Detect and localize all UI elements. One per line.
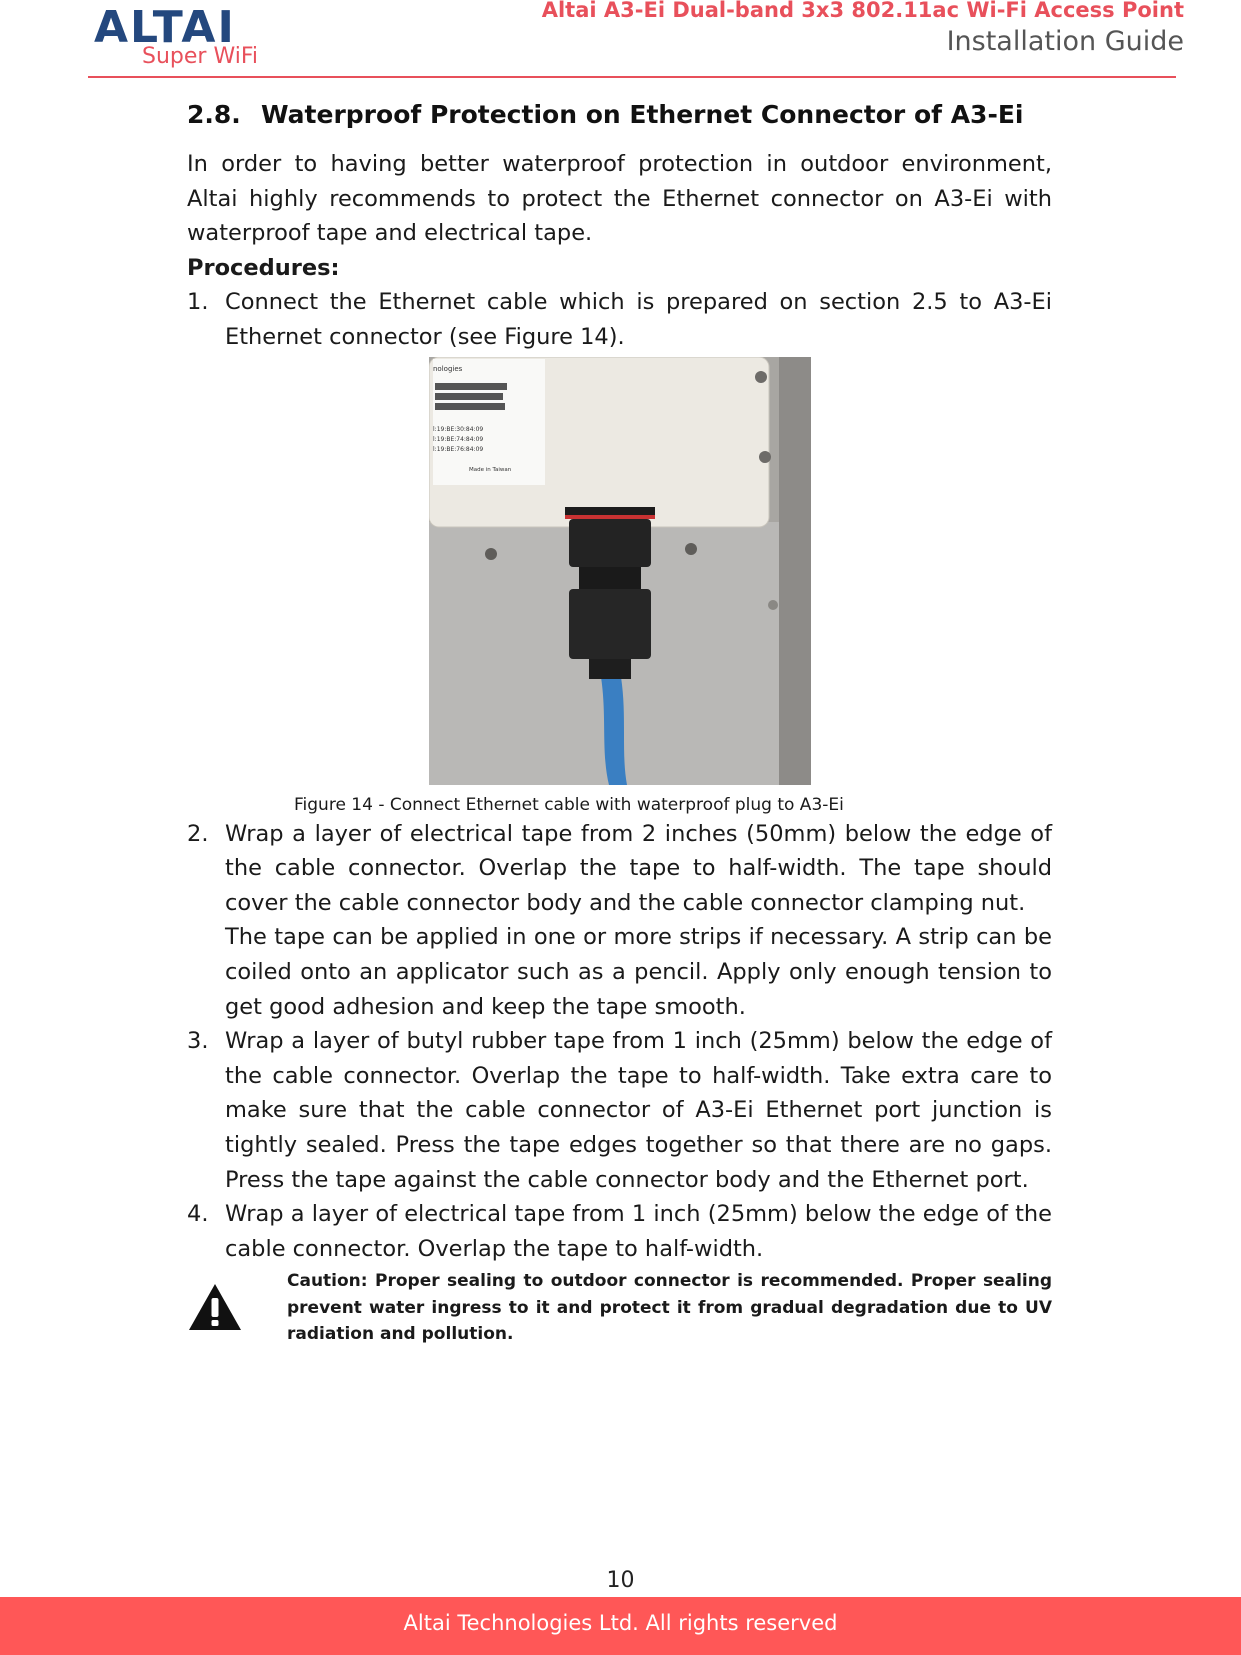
altai-logo [92, 4, 324, 70]
connector-seal-ring [565, 515, 655, 519]
connector-neck [579, 567, 641, 589]
mounting-screw [768, 600, 778, 610]
label-text: l:19:BE:76:84:09 [433, 445, 484, 453]
section-heading [187, 95, 1052, 135]
barcode [435, 383, 507, 390]
connector-body [569, 519, 651, 567]
label-text: Made in Taiwan [469, 466, 512, 473]
mounting-screw [759, 451, 771, 463]
barcode [435, 393, 503, 400]
document-subtitle: Installation Guide [946, 26, 1184, 57]
logo-wordmark: ALTAI [94, 4, 236, 53]
mounting-screw [485, 548, 497, 560]
figure-caption: Figure 14 - Connect Ethernet cable with waterproof plug to A3-Ei [294, 794, 844, 815]
procedures-label: Procedures: [187, 254, 340, 281]
procedure-step [187, 817, 1052, 1025]
header-divider [88, 76, 1176, 78]
step-text: Wrap a layer of electrical tape from 1 inch (25mm) below the edge of the cable connector. Overlap the tape to half-width. [225, 1201, 1052, 1262]
step-number: 1. [187, 289, 209, 316]
caution-note [187, 1268, 1052, 1348]
label-text: l:19:BE:74:84:09 [433, 435, 484, 443]
section-number: 2.8. [187, 100, 241, 129]
barcode [435, 403, 505, 410]
step-text: Wrap a layer of electrical tape from 2 inches (50mm) below the edge of the cable connector. Overlap the tape to half-width. The tape should cover the cable connector body and the cable connector clamping nut. [225, 820, 1052, 916]
step-text: Wrap a layer of butyl rubber tape from 1 inch (25mm) below the edge of the cable connector. Overlap the tape to half-width. Take extra care to make sure that the cable connector of A3-Ei Ethernet port junction is tightly sealed. Press the tape edges together so that there are no gaps. Press the tape against the cable connector body and the Ethernet port. [225, 1028, 1052, 1193]
procedure-step [187, 285, 1052, 354]
caution-text: Caution: Proper sealing to outdoor connector is recommended. Proper sealing prevent water ingress to it and protect it from gradual degradation due to UV radiation and pollution. [287, 1271, 1052, 1345]
section-title: Waterproof Protection on Ethernet Connector of A3-Ei [261, 100, 1024, 129]
connector-tail [589, 659, 631, 679]
step-number: 4. [187, 1201, 209, 1228]
label-text: l:19:BE:30:84:09 [433, 425, 484, 433]
figure-14-photo [429, 357, 811, 785]
document-title: Altai A3-Ei Dual-band 3x3 802.11ac Wi-Fi Access Point [541, 0, 1184, 22]
step-note: The tape can be applied in one or more strips if necessary. A strip can be coiled onto an applicator such as a pencil. Apply only enough tension to get good adhesion and keep the tape smooth. [225, 924, 1052, 1020]
step-number: 2. [187, 820, 209, 847]
intro-paragraph: In order to having better waterproof protection in outdoor environment, Altai highly recommends to protect the Ethernet connector on A3-Ei with waterproof tape and electrical tape. [187, 151, 1052, 247]
footer-band [0, 1597, 1241, 1655]
step-number: 3. [187, 1028, 209, 1055]
logo-tagline: Super WiFi [142, 44, 258, 69]
mounting-screw [685, 543, 697, 555]
label-text: nologies [433, 364, 463, 373]
procedure-step [187, 1024, 1052, 1197]
connector-clamping-nut [569, 589, 651, 659]
warning-icon [187, 1282, 243, 1332]
wall-edge [779, 357, 811, 785]
page-content [187, 95, 1052, 1348]
mounting-screw [755, 371, 767, 383]
procedure-step [187, 1197, 1052, 1266]
step-text: Connect the Ethernet cable which is prepared on section 2.5 to A3-Ei Ethernet connector (see Figure 14). [225, 289, 1052, 350]
page-number: 10 [606, 1568, 635, 1593]
copyright-text: Altai Technologies Ltd. All rights reserved [403, 1611, 838, 1635]
